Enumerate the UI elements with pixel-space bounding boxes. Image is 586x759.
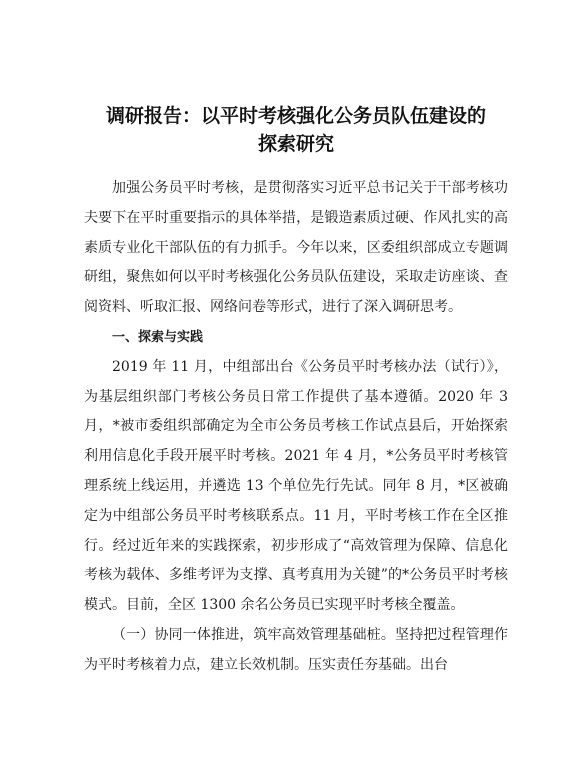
title-line-2: 探索研究 — [257, 133, 334, 155]
subsection-text-1: 坚持把过程管理作为平时考核着力点，建立长效机制。压实责任夯基础。出台 — [84, 626, 509, 673]
document-title — [84, 102, 508, 158]
intro-paragraph: 加强公务员平时考核，是贯彻落实习近平总书记关于干部考核功夫要下在平时重要指示的具体举措，是锻造素质过硬、作风扎实的高素质专业化干部队伍的有力抓手。今年以来，区委组织部成立专题调研组，聚焦如何以平时考核强化公务员队伍建设，采取走访座谈、查阅资料、听取汇报、网络问卷等形式，进行了深入调研思考。 — [84, 180, 508, 316]
document-body — [84, 174, 508, 681]
subsection-heading-1: （一）协同一体推进，筑牢高效管理基础桩。 — [112, 626, 395, 643]
section-heading-1: 一、探索与实践 — [112, 329, 204, 345]
title-line-1: 调研报告：以平时考核强化公务员队伍建设的 — [105, 105, 486, 127]
subsection-paragraph-1 — [84, 621, 508, 681]
practice-paragraph: 2019 年 11 月，中组部出台《公务员平时考核办法（试行）》，为基层组织部门考核公务员日常工作提供了基本遵循。2020 年 3 月，*被市委组织部确定为全市公务员考核工作试点县后，开始探索利用信息化手段开展平时考核。2021 年 4 月，*公务员平时考核管理系统上线运用，并遴选 13 个单位先行先试。同年 8 月，*区被确定为中组部公务员平时考核联系点。11 月，平时考核工作在全区推行。经过近年来的实践探索，初步形成了“高效管理为保障、信息化考核为载体、多维考评为支撑、真考真用为关键”的*公务员平时考核模式。目前，全区 1300 余名公务员已实现平时考核全覆盖。 — [84, 358, 508, 614]
